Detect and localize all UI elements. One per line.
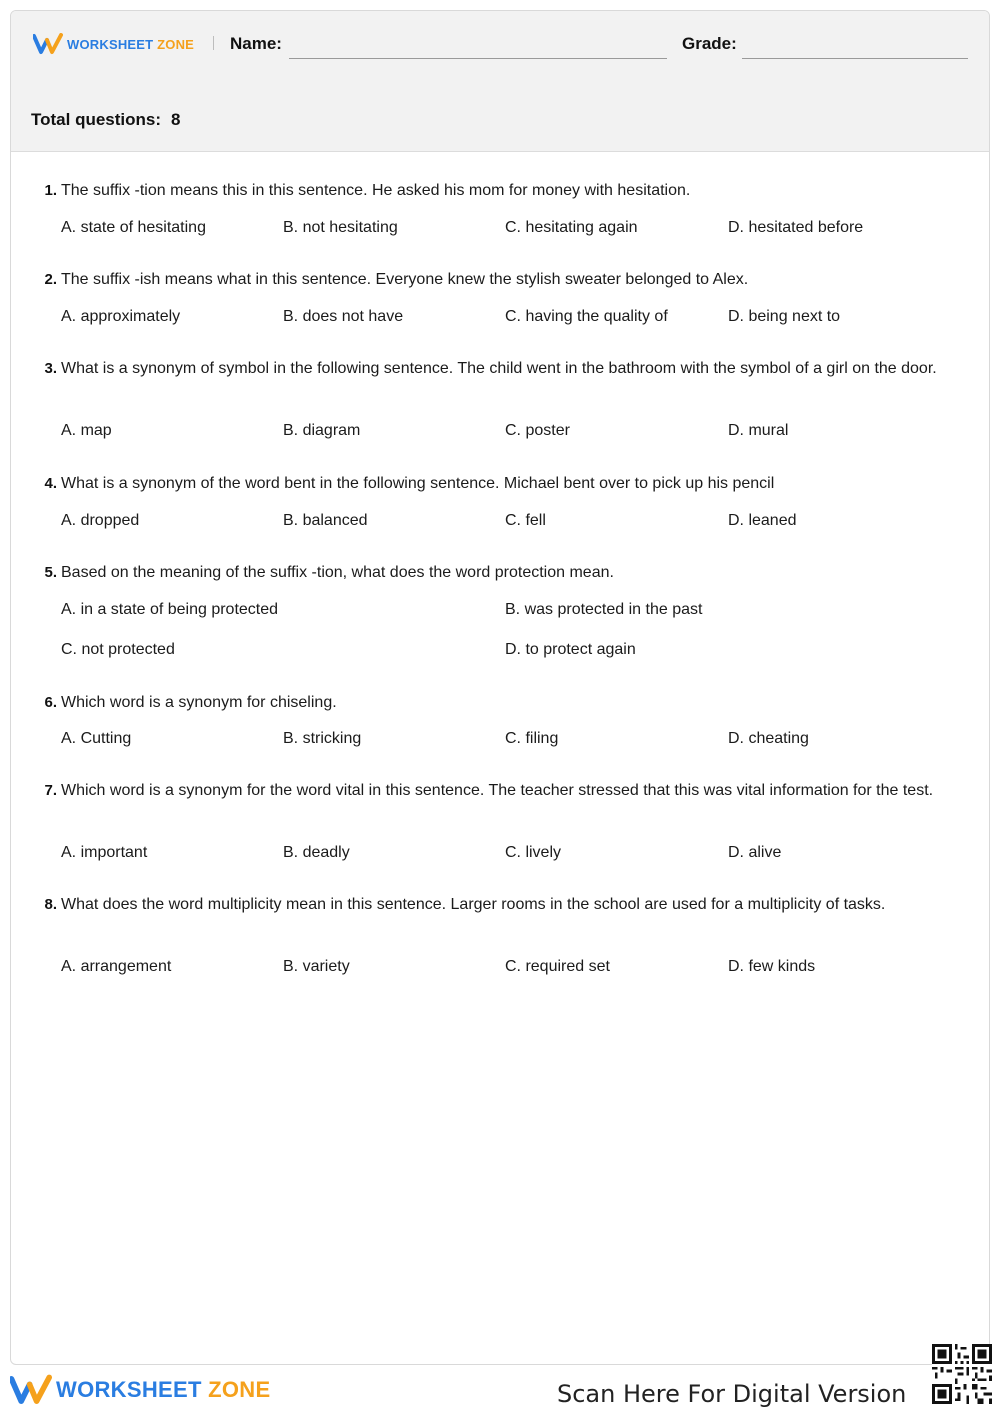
option-a[interactable]: A. in a state of being protected — [61, 601, 279, 618]
option-d[interactable]: D. leaned — [728, 512, 797, 529]
option-c[interactable]: C. hesitating again — [505, 219, 638, 236]
option-d[interactable]: D. mural — [728, 422, 789, 439]
question-text: What is a synonym of the word bent in the following sentence. Michael bent over to pick up his pencil — [61, 475, 775, 492]
option-a[interactable]: A. approximately — [61, 308, 181, 325]
name-label: Name: — [230, 34, 282, 53]
grade-field[interactable] — [742, 58, 968, 59]
option-d[interactable]: D. to protect again — [505, 641, 636, 658]
option-b[interactable]: B. stricking — [283, 730, 362, 747]
footer-brand-name: WORKSHEET ZONE — [56, 1377, 271, 1402]
question-text: The suffix -ish means what in this sentence. Everyone knew the stylish sweater belonged to Alex. — [61, 271, 749, 288]
question-text: Which word is a synonym for chiseling. — [61, 694, 337, 711]
question-number: 8. — [44, 896, 57, 913]
qr-code-icon[interactable] — [932, 1344, 992, 1404]
option-d[interactable]: D. hesitated before — [728, 219, 864, 236]
question-text: Based on the meaning of the suffix -tion, what does the word protection mean. — [61, 564, 614, 581]
question-number: 2. — [44, 271, 57, 288]
option-c[interactable]: C. fell — [505, 512, 546, 529]
page-footer — [0, 1366, 1000, 1414]
question-number: 7. — [44, 782, 57, 799]
option-a[interactable]: A. dropped — [61, 512, 140, 529]
scan-text: Scan Here For Digital Version — [557, 1380, 907, 1408]
question-text: What does the word multiplicity mean in this sentence. Larger rooms in the school are used for a multiplicity of tasks. — [61, 896, 886, 913]
checkmark-w-icon — [10, 1374, 52, 1406]
footer-brand-logo — [10, 1374, 270, 1406]
question-number: 1. — [44, 182, 57, 199]
option-a[interactable]: A. Cutting — [61, 730, 132, 747]
option-b[interactable]: B. deadly — [283, 844, 350, 861]
option-b[interactable]: B. was protected in the past — [505, 601, 703, 618]
total-questions — [31, 110, 180, 130]
option-a[interactable]: A. arrangement — [61, 958, 172, 975]
question-text: What is a synonym of symbol in the following sentence. The child went in the bathroom with the symbol of a girl on the door. — [61, 360, 937, 377]
brand-logo — [33, 33, 194, 55]
option-c[interactable]: C. required set — [505, 958, 610, 975]
checkmark-w-icon — [33, 33, 63, 55]
option-c[interactable]: C. having the quality of — [505, 308, 668, 325]
option-c[interactable]: C. filing — [505, 730, 559, 747]
option-c[interactable]: C. lively — [505, 844, 562, 861]
option-d[interactable]: D. alive — [728, 844, 782, 861]
worksheet-header — [11, 11, 989, 152]
worksheet-page — [10, 10, 990, 1365]
total-questions-value: 8 — [171, 110, 181, 129]
question-text: Which word is a synonym for the word vital in this sentence. The teacher stressed that this was vital information for the test. — [61, 782, 934, 799]
option-c[interactable]: C. not protected — [61, 641, 175, 658]
option-b[interactable]: B. variety — [283, 958, 350, 975]
option-d[interactable]: D. being next to — [728, 308, 841, 325]
option-b[interactable]: B. does not have — [283, 308, 404, 325]
option-b[interactable]: B. diagram — [283, 422, 361, 439]
brand-name: WORKSHEET ZONE — [67, 36, 195, 52]
option-a[interactable]: A. map — [61, 422, 112, 439]
question-text: The suffix -tion means this in this sentence. He asked his mom for money with hesitation. — [61, 182, 691, 199]
option-d[interactable]: D. cheating — [728, 730, 809, 747]
option-d[interactable]: D. few kinds — [728, 958, 816, 975]
question-number: 6. — [44, 694, 57, 711]
option-b[interactable]: B. not hesitating — [283, 219, 398, 236]
option-c[interactable]: C. poster — [505, 422, 570, 439]
grade-label: Grade: — [682, 34, 737, 53]
divider — [213, 36, 214, 50]
total-questions-label: Total questions: — [31, 110, 162, 129]
option-a[interactable]: A. important — [61, 844, 148, 861]
question-number: 3. — [44, 360, 57, 377]
question-number: 5. — [44, 564, 57, 581]
option-b[interactable]: B. balanced — [283, 512, 368, 529]
name-field[interactable] — [289, 58, 667, 59]
question-number: 4. — [44, 475, 57, 492]
option-a[interactable]: A. state of hesitating — [61, 219, 206, 236]
